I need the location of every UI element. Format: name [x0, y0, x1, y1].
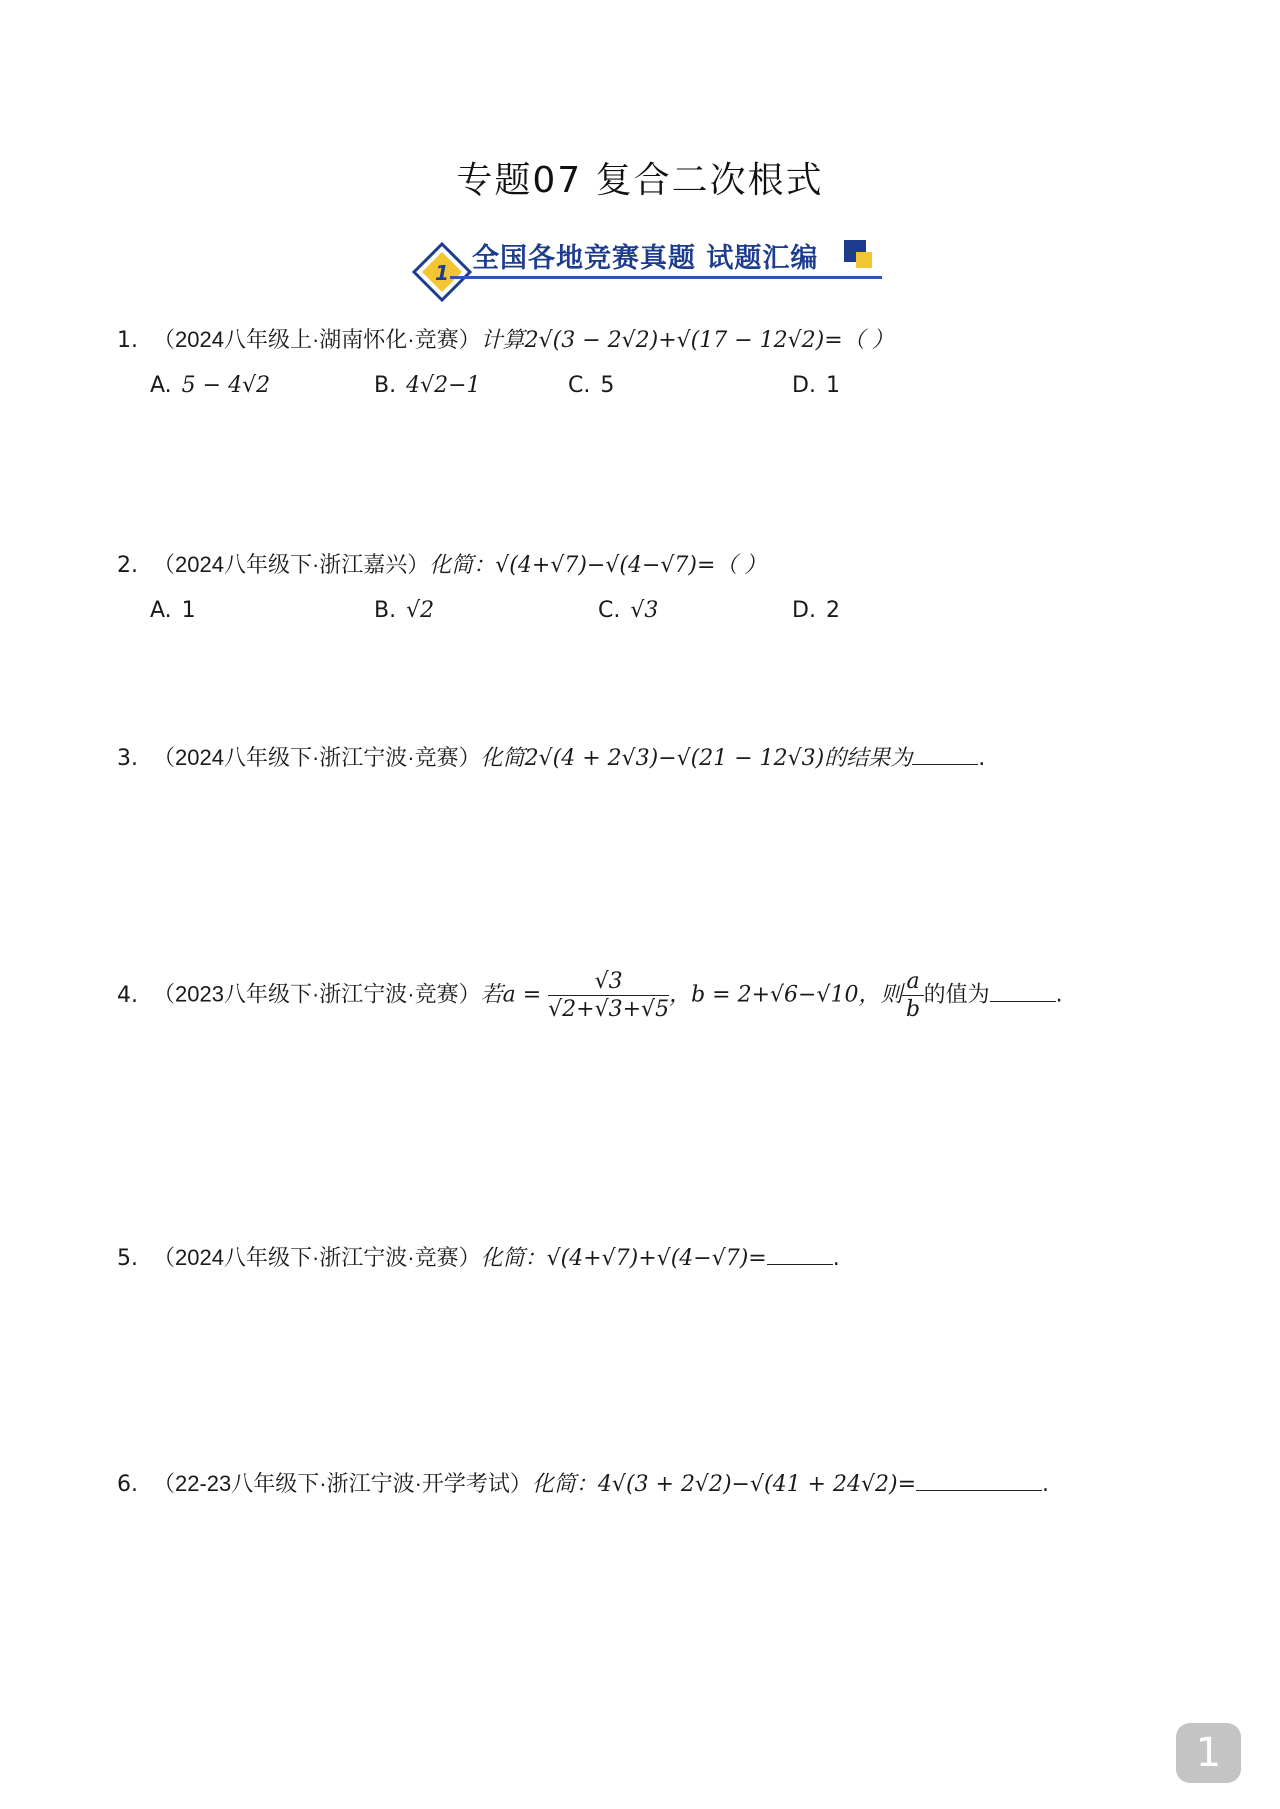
question-source: （2024八年级下·浙江嘉兴）: [153, 552, 430, 577]
question-number: 1.: [117, 328, 138, 353]
banner-square-yellow: [856, 252, 872, 268]
answer-blank[interactable]: [912, 738, 978, 765]
question-source: （22-23八年级下·浙江宁波·开学考试）: [153, 1471, 532, 1496]
diamond-badge-icon: [412, 242, 472, 302]
banner-badge-number: 1: [435, 261, 449, 285]
answer-blank[interactable]: [916, 1464, 1042, 1491]
question-stem: 化简：4√(3 + 2√2)−√(41 + 24√2)=: [531, 1472, 917, 1497]
question-3: 3. （2024八年级下·浙江宁波·竞赛）化简2√(4 + 2√3)−√(21 − 12√3)的结果为 .: [117, 738, 985, 779]
question-stem: 计算2√(3 − 2√2)+√(17 − 12√2)=（ ）: [480, 328, 894, 353]
option-b[interactable]: B. √2: [374, 598, 435, 623]
question-2: [117, 545, 766, 586]
question-number: 3.: [117, 746, 138, 771]
question-number: 6.: [117, 1472, 138, 1497]
fraction-a-over-b: $\frac{a}{b}$: [902, 970, 923, 1021]
section-banner: [412, 232, 882, 304]
question-source: （2024八年级上·湖南怀化·竞赛）: [153, 327, 481, 352]
banner-underline: [450, 276, 882, 279]
banner-title: 全国各地竞赛真题 试题汇编: [472, 243, 819, 274]
question-4: 4. （2023八年级下·浙江宁波·竞赛）若a = $\frac{√3}{√2+√3+√5}$ ，b = 2+√6−√10，则 $\frac{a}{b}$ 的值为 .: [117, 969, 1063, 1023]
question-source: （2023八年级下·浙江宁波·竞赛）: [153, 981, 481, 1007]
answer-blank[interactable]: [767, 1238, 833, 1265]
answer-blank[interactable]: [990, 975, 1056, 1002]
option-d[interactable]: D. 1: [792, 373, 840, 398]
fraction-a: $\frac{√3}{√2+√3+√5}$: [548, 969, 670, 1023]
question-number: 2.: [117, 553, 138, 578]
question-stem: 化简2√(4 + 2√3)−√(21 − 12√3)的结果为: [480, 746, 913, 771]
question-number: 5.: [117, 1246, 138, 1271]
option-c[interactable]: C. √3: [598, 598, 659, 623]
page-number-badge[interactable]: 1: [1176, 1723, 1241, 1783]
question-1: [117, 320, 894, 361]
question-5: 5. （2024八年级下·浙江宁波·竞赛）化简：√(4+√7)+√(4−√7)= .: [117, 1238, 840, 1279]
question-number: 4.: [117, 982, 138, 1008]
option-a[interactable]: A. 1: [150, 598, 196, 623]
option-b[interactable]: B. 4√2−1: [374, 373, 481, 398]
option-a[interactable]: A. 5 − 4√2: [150, 373, 271, 398]
page-title: 专题07 复合二次根式: [456, 160, 824, 201]
question-stem: 化简：√(4+√7)+√(4−√7)=: [480, 1246, 767, 1271]
question-source: （2024八年级下·浙江宁波·竞赛）: [153, 1245, 481, 1270]
option-d[interactable]: D. 2: [792, 598, 840, 623]
question-stem: 化简：√(4+√7)−√(4−√7)=（ ）: [429, 553, 767, 578]
question-source: （2024八年级下·浙江宁波·竞赛）: [153, 745, 481, 770]
question-6: 6. （22-23八年级下·浙江宁波·开学考试）化简：4√(3 + 2√2)−√(41 + 24√2)= .: [117, 1464, 1049, 1505]
option-c[interactable]: C. 5: [568, 373, 615, 398]
